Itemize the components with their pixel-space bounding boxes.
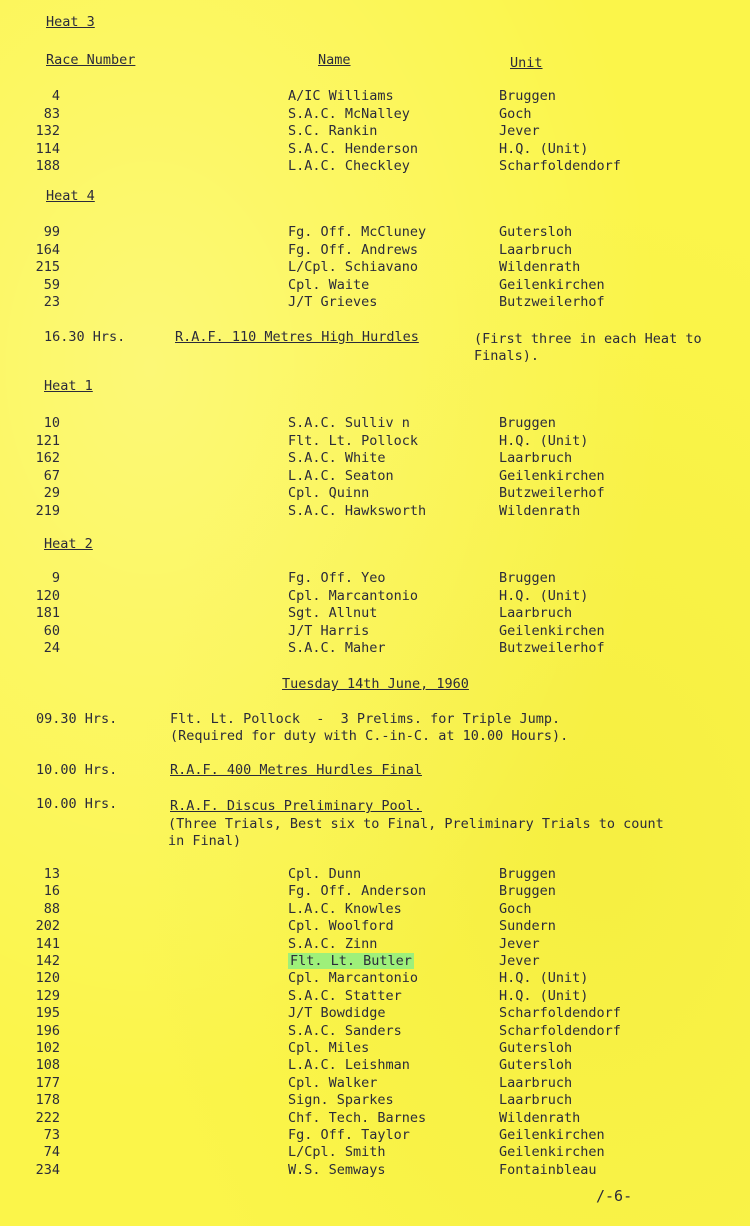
competitor-name: Fg. Off. Andrews [288, 241, 419, 258]
race-number: 10 [43, 415, 60, 431]
race-number: 132 [35, 123, 60, 139]
schedule-time-2: 10.00 Hrs. [36, 762, 118, 778]
discus-note: (Three Trials, Best six to Final, Preliminary Trials to count in Final) [168, 816, 664, 849]
schedule-time-1: 09.30 Hrs. [36, 711, 118, 727]
race-number: 164 [35, 241, 60, 258]
discus-row [0, 1162, 750, 1179]
race-number: 188 [35, 158, 60, 174]
competitor-unit: Wildenrath [499, 502, 581, 519]
discus-row [0, 1092, 750, 1109]
competitor-unit: H.Q. (Unit) [499, 587, 589, 604]
competitor-name: Flt. Lt. Pollock [288, 432, 419, 449]
discus-row [0, 1110, 750, 1127]
discus-row [0, 1040, 750, 1057]
page-number: /-6- [596, 1187, 633, 1205]
competitor-unit: Goch [499, 900, 532, 917]
race-number: 99 [43, 224, 60, 240]
competitor-name: Cpl. Walker [288, 1074, 378, 1091]
discus-row [0, 1127, 750, 1144]
competitor-unit: H.Q. (Unit) [499, 987, 589, 1004]
heat-3-row [0, 123, 750, 140]
discus-row [0, 918, 750, 935]
competitor-unit: Jever [499, 953, 540, 969]
competitor-name: Sign. Sparkes [288, 1092, 394, 1109]
race-number: 141 [35, 935, 60, 952]
competitor-unit: Scharfoldendorf [499, 1022, 621, 1039]
heat-4-row [0, 294, 750, 311]
race-number: 29 [43, 485, 60, 501]
hurdles-note: (First three in each Heat to Finals). [474, 331, 702, 364]
competitor-name: S.A.C. Sanders [288, 1022, 402, 1039]
competitor-unit: Fontainbleau [499, 1161, 597, 1178]
race-number: 177 [35, 1074, 60, 1091]
discus-row [0, 1144, 750, 1161]
race-number: 196 [35, 1022, 60, 1039]
hurdles-time: 16.30 Hrs. [44, 329, 126, 345]
discus-title: R.A.F. Discus Preliminary Pool. [170, 798, 422, 814]
race-number: 4 [51, 88, 60, 104]
competitor-name: Chf. Tech. Barnes [288, 1109, 427, 1126]
competitor-unit: Laarbruch [499, 1074, 573, 1091]
competitor-name: Cpl. Miles [288, 1040, 370, 1056]
competitor-unit: Laarbruch [499, 241, 573, 258]
heat-4-title: Heat 4 [46, 188, 95, 204]
hh-heat-1-row [0, 468, 750, 485]
competitor-unit: Bruggen [499, 88, 556, 104]
competitor-unit: Bruggen [499, 866, 556, 882]
competitor-unit: Geilenkirchen [499, 467, 605, 484]
schedule-time-3: 10.00 Hrs. [36, 796, 118, 812]
hh-heat-2-row [0, 588, 750, 605]
competitor-name: Cpl. Woolford [288, 918, 394, 935]
race-number: 121 [35, 432, 60, 449]
race-number: 59 [43, 276, 60, 293]
competitor-name: Flt. Lt. Butler [290, 953, 412, 969]
competitor-unit: Laarbruch [499, 605, 573, 621]
discus-row [0, 883, 750, 900]
hh-heat-2-row [0, 570, 750, 587]
competitor-unit: H.Q. (Unit) [499, 140, 589, 157]
date-heading: Tuesday 14th June, 1960 [282, 676, 469, 692]
hurdles-title: R.A.F. 110 Metres High Hurdles [175, 329, 419, 345]
competitor-unit: Bruggen [499, 415, 556, 431]
competitor-name: A/IC Williams [288, 88, 394, 104]
competitor-name: Cpl. Marcantonio [288, 970, 419, 987]
competitor-unit: Jever [499, 935, 540, 952]
race-number: 120 [35, 970, 60, 987]
competitor-name: Fg. Off. Anderson [288, 883, 427, 900]
schedule-text-1: Flt. Lt. Pollock - 3 Prelims. for Triple Jump. (Required for duty with C.-in-C. at 10.00 Hours). [170, 711, 569, 744]
race-number: 24 [43, 640, 60, 656]
competitor-unit: H.Q. (Unit) [499, 970, 589, 987]
race-number: 67 [43, 467, 60, 484]
race-number: 16 [43, 883, 60, 900]
heat-3-row [0, 88, 750, 105]
competitor-name: S.A.C. Zinn [288, 935, 378, 952]
competitor-name: Fg. Off. Yeo [288, 570, 386, 586]
name-header: Name [318, 52, 351, 68]
discus-row [0, 970, 750, 987]
competitor-unit: Butzweilerhof [499, 485, 605, 501]
race-number: 60 [43, 622, 60, 639]
competitor-name: Fg. Off. Taylor [288, 1127, 410, 1143]
competitor-unit: Bruggen [499, 570, 556, 586]
race-number: 23 [43, 294, 60, 310]
competitor-unit: Scharfoldendorf [499, 1005, 621, 1022]
competitor-unit: Sundern [499, 918, 556, 935]
discus-row [0, 953, 750, 970]
heat-4-row [0, 277, 750, 294]
competitor-unit: Geilenkirchen [499, 1127, 605, 1143]
race-number: 129 [35, 987, 60, 1004]
competitor-name: L.A.C. Checkley [288, 158, 410, 174]
heat-4-row [0, 224, 750, 241]
competitor-name: S.A.C. Maher [288, 640, 386, 656]
competitor-name: Cpl. Waite [288, 276, 370, 293]
discus-row [0, 1075, 750, 1092]
competitor-unit: Geilenkirchen [499, 1144, 605, 1161]
hh-heat-1-title: Heat 1 [44, 378, 93, 394]
race-number: 88 [43, 900, 60, 917]
hh-heat-1-row [0, 433, 750, 450]
hh-heat-2-row [0, 623, 750, 640]
competitor-unit: Gutersloh [499, 224, 573, 240]
discus-row [0, 1005, 750, 1022]
competitor-name: Cpl. Quinn [288, 485, 370, 501]
discus-row [0, 936, 750, 953]
discus-row [0, 1057, 750, 1074]
race-number: 178 [35, 1092, 60, 1109]
competitor-unit: Wildenrath [499, 1109, 581, 1126]
competitor-name: Fg. Off. McCluney [288, 224, 427, 240]
competitor-name: S.A.C. White [288, 450, 386, 466]
competitor-unit: Geilenkirchen [499, 622, 605, 639]
race-number: 202 [35, 918, 60, 935]
race-number: 162 [35, 450, 60, 466]
competitor-unit: Gutersloh [499, 1057, 573, 1074]
race-number: 114 [35, 140, 60, 157]
hh-heat-1-row [0, 415, 750, 432]
heat-4-row [0, 242, 750, 259]
hh-heat-1-row [0, 485, 750, 502]
race-number: 142 [35, 953, 60, 969]
race-number: 222 [35, 1109, 60, 1126]
competitor-unit: Bruggen [499, 883, 556, 900]
competitor-name: J/T Harris [288, 622, 370, 639]
race-number: 215 [35, 259, 60, 275]
discus-row [0, 988, 750, 1005]
heat-3-row [0, 141, 750, 158]
competitor-unit: Goch [499, 105, 532, 122]
competitor-unit: Jever [499, 123, 540, 139]
race-number: 102 [35, 1040, 60, 1056]
competitor-name: Cpl. Marcantonio [288, 587, 419, 604]
competitor-name: J/T Bowdidge [288, 1005, 386, 1022]
competitor-unit: Laarbruch [499, 1092, 573, 1109]
race-number: 83 [43, 105, 60, 122]
heat-3-row [0, 158, 750, 175]
competitor-name: L/Cpl. Smith [288, 1144, 386, 1161]
competitor-unit: Laarbruch [499, 450, 573, 466]
competitor-name: L.A.C. Seaton [288, 467, 394, 484]
heat-4-row [0, 259, 750, 276]
race-number: 74 [43, 1144, 60, 1161]
competitor-name: S.A.C. Henderson [288, 140, 419, 157]
discus-row [0, 1023, 750, 1040]
hh-heat-2-row [0, 605, 750, 622]
race-number: 120 [35, 587, 60, 604]
unit-header: Unit [510, 55, 543, 71]
competitor-unit: Gutersloh [499, 1040, 573, 1056]
heat-3-row [0, 106, 750, 123]
competitor-name: L.A.C. Leishman [288, 1057, 410, 1074]
competitor-name: W.S. Semways [288, 1161, 386, 1178]
competitor-unit: Geilenkirchen [499, 276, 605, 293]
hh-heat-2-row [0, 640, 750, 657]
race-number: 9 [51, 570, 60, 586]
competitor-unit: Butzweilerhof [499, 640, 605, 656]
discus-row [0, 866, 750, 883]
competitor-unit: Wildenrath [499, 259, 581, 275]
race-number: 181 [35, 605, 60, 621]
competitor-name: S.A.C. Hawksworth [288, 502, 427, 519]
race-number: 108 [35, 1057, 60, 1074]
race-number: 234 [35, 1161, 60, 1178]
competitor-unit: Butzweilerhof [499, 294, 605, 310]
competitor-name: Cpl. Dunn [288, 866, 362, 882]
competitor-name: S.A.C. Statter [288, 987, 402, 1004]
schedule-text-2: R.A.F. 400 Metres Hurdles Final [170, 762, 422, 778]
race-number: 219 [35, 502, 60, 519]
heat-3-title: Heat 3 [46, 14, 95, 30]
competitor-unit: H.Q. (Unit) [499, 432, 589, 449]
competitor-name: S.A.C. Sulliv n [288, 415, 410, 431]
competitor-name: L.A.C. Knowles [288, 900, 402, 917]
competitor-name: L/Cpl. Schiavano [288, 259, 419, 275]
competitor-name: Sgt. Allnut [288, 605, 378, 621]
race-number: 13 [43, 866, 60, 882]
competitor-name: J/T Grieves [288, 294, 378, 310]
competitor-unit: Scharfoldendorf [499, 158, 621, 174]
hh-heat-2-title: Heat 2 [44, 536, 93, 552]
race-number-header: Race Number [46, 52, 136, 68]
hh-heat-1-row [0, 450, 750, 467]
discus-row [0, 901, 750, 918]
competitor-name: S.C. Rankin [288, 123, 378, 139]
race-number: 73 [43, 1127, 60, 1143]
race-number: 195 [35, 1005, 60, 1022]
competitor-name: S.A.C. McNalley [288, 105, 410, 122]
hh-heat-1-row [0, 503, 750, 520]
